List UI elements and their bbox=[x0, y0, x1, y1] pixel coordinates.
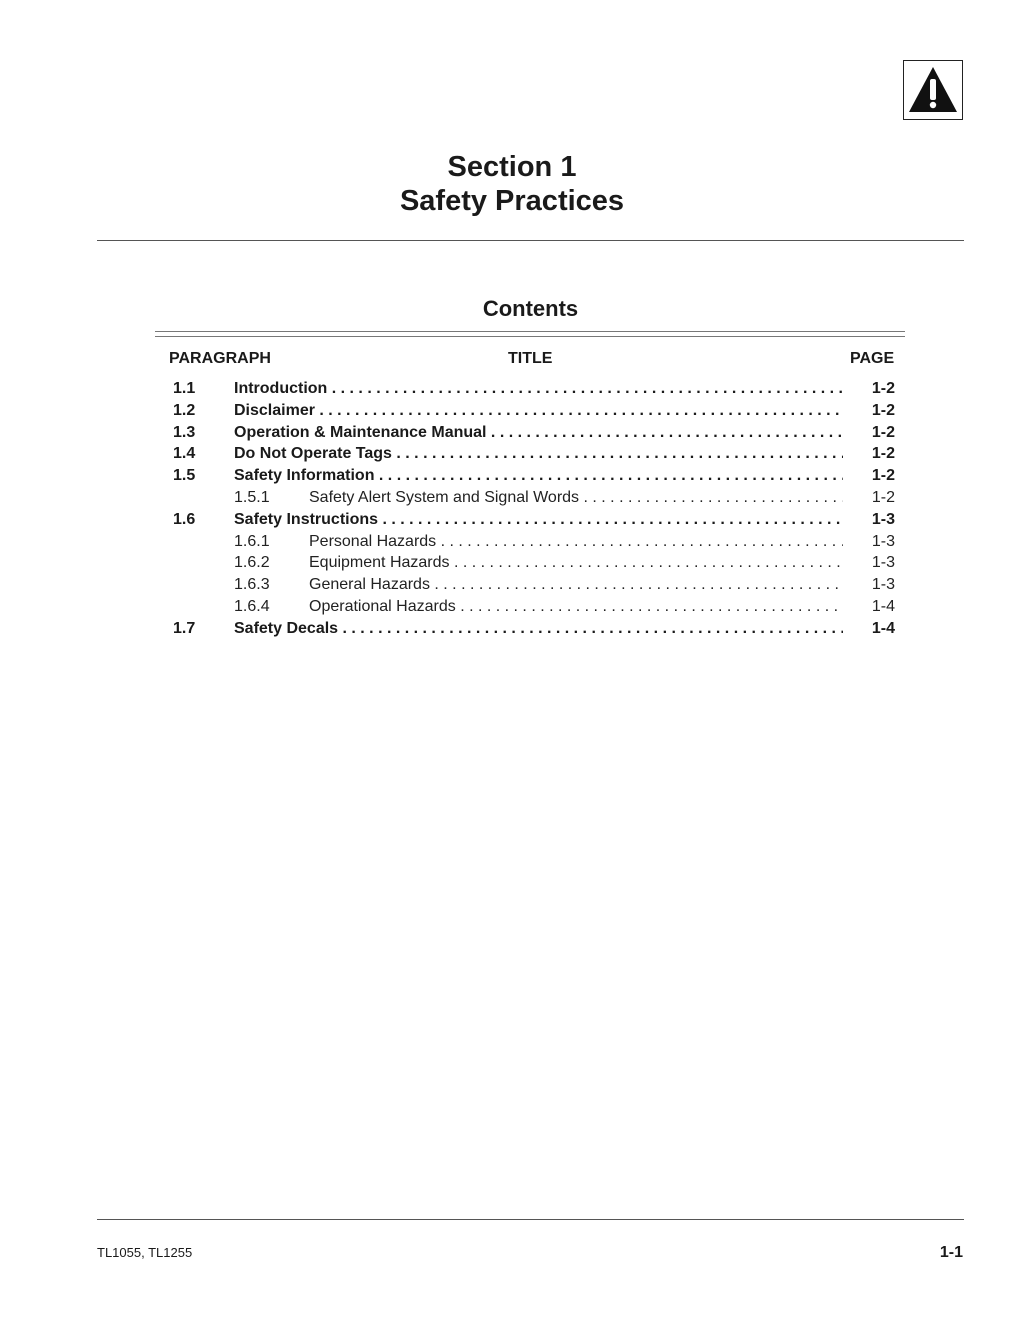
toc-entry-page: 1-4 bbox=[871, 619, 895, 637]
toc-entry-title-text: Personal Hazards bbox=[309, 532, 437, 550]
toc-entry-page: 1-2 bbox=[871, 423, 895, 441]
toc-entry-page: 1-3 bbox=[871, 510, 895, 528]
toc-entry-title bbox=[234, 509, 843, 530]
toc-entry-page: 1-2 bbox=[871, 445, 895, 463]
toc-entry-page: 1-3 bbox=[871, 576, 895, 594]
toc-entry[interactable] bbox=[155, 509, 905, 531]
toc-entry-page: 1-2 bbox=[871, 467, 895, 485]
footer-page-number: 1-1 bbox=[939, 1244, 963, 1261]
toc-entry[interactable] bbox=[155, 552, 905, 574]
toc-entry-number: 1.6 bbox=[173, 510, 196, 528]
toc-entry-title bbox=[234, 378, 843, 399]
toc-entry-title bbox=[309, 487, 843, 508]
toc-entry-title-text: General Hazards bbox=[309, 576, 430, 594]
section-number: Section 1 bbox=[447, 151, 577, 183]
toc-entry-number: 1.6.3 bbox=[234, 576, 270, 594]
footer-divider bbox=[97, 1219, 964, 1220]
toc-entry[interactable] bbox=[155, 531, 905, 553]
toc-entry-title bbox=[234, 422, 843, 443]
toc-entry-page: 1-3 bbox=[871, 554, 895, 572]
toc-entry-title-text: Safety Decals bbox=[234, 619, 339, 637]
toc-entry-title-text: Safety Alert System and Signal Words bbox=[309, 488, 580, 506]
column-header-title: TITLE bbox=[508, 350, 553, 367]
toc-entry-title bbox=[234, 443, 843, 464]
footer-models: TL1055, TL1255 bbox=[97, 1245, 193, 1260]
toc-entry-page: 1-2 bbox=[871, 380, 895, 397]
column-header-paragraph: PARAGRAPH bbox=[169, 350, 271, 367]
toc-entry[interactable] bbox=[155, 378, 905, 400]
toc-entry[interactable] bbox=[155, 443, 905, 465]
toc-entry-page: 1-2 bbox=[871, 488, 895, 506]
toc-entry-number: 1.2 bbox=[173, 401, 196, 419]
toc-entry-number: 1.4 bbox=[173, 445, 196, 463]
column-header-page: PAGE bbox=[850, 350, 895, 367]
toc-entry-number: 1.7 bbox=[173, 619, 196, 637]
toc-entry-title-text: Operation & Maintenance Manual bbox=[234, 423, 487, 441]
toc-entry-title-text: Safety Information bbox=[234, 467, 375, 485]
toc-entry-title bbox=[309, 596, 843, 617]
toc-entry-title-text: Equipment Hazards bbox=[309, 554, 450, 572]
toc-entry[interactable] bbox=[155, 400, 905, 422]
toc-entry-number: 1.5.1 bbox=[234, 488, 270, 506]
toc-entry[interactable] bbox=[155, 487, 905, 509]
section-title-block bbox=[0, 150, 1024, 218]
toc-entry-number: 1.5 bbox=[173, 467, 196, 485]
toc-entry[interactable] bbox=[155, 422, 905, 444]
toc-entry[interactable] bbox=[155, 596, 905, 618]
toc-entry-title-text: Introduction bbox=[234, 380, 328, 397]
toc-entry-page: 1-2 bbox=[871, 401, 895, 419]
toc-entry-title bbox=[234, 618, 843, 639]
section-title: Safety Practices bbox=[399, 185, 625, 217]
header-divider bbox=[97, 240, 964, 241]
toc-entry-title-text: Do Not Operate Tags bbox=[234, 445, 392, 463]
toc-entry-number: 1.3 bbox=[173, 423, 196, 441]
contents-rule-upper bbox=[155, 331, 905, 332]
toc-entry-title bbox=[309, 552, 843, 573]
warning-symbol-box bbox=[903, 60, 963, 120]
toc-entry-page: 1-3 bbox=[871, 532, 895, 550]
contents-heading: Contents bbox=[482, 296, 579, 321]
contents-rule-lower bbox=[155, 336, 905, 337]
toc-entry-title-text: Operational Hazards bbox=[309, 597, 456, 615]
warning-icon bbox=[906, 63, 960, 117]
toc-entry-title bbox=[309, 574, 843, 595]
toc-entry[interactable] bbox=[155, 618, 905, 640]
toc-entry[interactable] bbox=[155, 465, 905, 487]
toc-entry[interactable] bbox=[155, 574, 905, 596]
table-of-contents bbox=[155, 378, 905, 640]
toc-entry-title-text: Safety Instructions bbox=[234, 510, 379, 528]
toc-entry-number: 1.6.2 bbox=[234, 554, 270, 572]
toc-entry-number: 1.1 bbox=[173, 380, 196, 397]
toc-entry-number: 1.6.4 bbox=[234, 597, 270, 615]
toc-entry-title-text: Disclaimer bbox=[234, 401, 315, 419]
toc-entry-title bbox=[234, 465, 843, 486]
toc-entry-title bbox=[309, 531, 843, 552]
toc-entry-page: 1-4 bbox=[871, 597, 895, 615]
toc-entry-number: 1.6.1 bbox=[234, 532, 270, 550]
toc-entry-title bbox=[234, 400, 843, 421]
